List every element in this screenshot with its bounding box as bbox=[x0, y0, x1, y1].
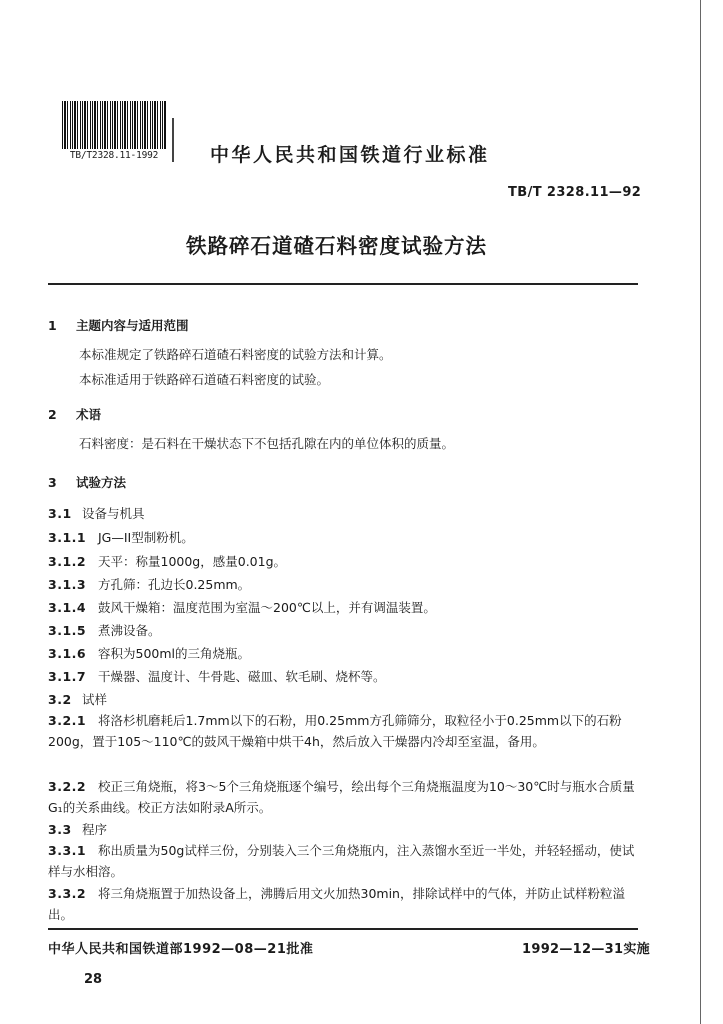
subsection-number: 3.1 bbox=[48, 506, 72, 521]
section-number: 1 bbox=[48, 318, 57, 333]
page-number: 28 bbox=[84, 972, 103, 987]
list-item bbox=[48, 621, 161, 639]
scan-edge-line bbox=[700, 0, 701, 1024]
list-item bbox=[48, 575, 250, 593]
section-number: 3 bbox=[48, 475, 57, 490]
item-number: 3.2.2 bbox=[48, 779, 87, 794]
paragraph: 本标准适用于铁路碎石道碴石料密度的试验。 bbox=[79, 372, 330, 387]
section-1-heading bbox=[48, 316, 189, 334]
list-item bbox=[48, 667, 386, 685]
header-rule bbox=[48, 283, 638, 285]
item-text: 天平：称量1000g，感量0.01g。 bbox=[98, 554, 287, 569]
section-title: 试验方法 bbox=[76, 475, 127, 490]
item-text: 将洛杉机磨耗后1.7mm以下的石粉，用0.25mm方孔筛筛分，取粒径小于0.25mm以下的石粉200g，置于105～110℃的鼓风干燥箱中烘干4h，然后放入干燥器内冷却至室温，备用。 bbox=[48, 713, 622, 749]
item-text: 方孔筛：孔边长0.25mm。 bbox=[98, 577, 251, 592]
item-text: 干燥器、温度计、牛骨匙、磁皿、软毛刷、烧杯等。 bbox=[98, 669, 386, 684]
item-number: 3.1.2 bbox=[48, 554, 87, 569]
list-item bbox=[48, 528, 194, 546]
subsection-title: 程序 bbox=[82, 822, 108, 837]
barcode-icon bbox=[62, 101, 166, 149]
approval-statement: 中华人民共和国铁道部1992—08—21批准 bbox=[48, 942, 314, 957]
standard-header-title: 中华人民共和国铁道行业标准 bbox=[210, 144, 490, 166]
list-item bbox=[48, 598, 436, 616]
paragraph-3-3-1 bbox=[48, 840, 638, 882]
item-number: 3.1.5 bbox=[48, 623, 87, 638]
barcode-label: TB/T2328.11-1992 bbox=[69, 150, 159, 161]
paragraph: 石料密度：是石料在干燥状态下不包括孔隙在内的单位体积的质量。 bbox=[79, 436, 455, 451]
item-text: 称出质量为50g试样三份，分别装入三个三角烧瓶内，注入蒸馏水至近一半处，并轻轻摇动，使试样与水相溶。 bbox=[48, 843, 635, 879]
list-item bbox=[48, 552, 286, 570]
item-number: 3.1.3 bbox=[48, 577, 87, 592]
subsection-3-3-heading bbox=[48, 820, 107, 838]
subsection-number: 3.2 bbox=[48, 692, 72, 707]
section-2-heading bbox=[48, 405, 101, 423]
item-text: 校正三角烧瓶，将3～5个三角烧瓶逐个编号，绘出每个三角烧瓶温度为10～30℃时与瓶水合质量G₁的关系曲线。校正方法如附录A所示。 bbox=[48, 779, 635, 815]
item-number: 3.3.2 bbox=[48, 886, 87, 901]
item-number: 3.1.4 bbox=[48, 600, 87, 615]
standard-code: TB/T 2328.11—92 bbox=[508, 185, 642, 200]
item-text: 鼓风干燥箱：温度范围为室温～200℃以上，并有调温装置。 bbox=[98, 600, 436, 615]
item-number: 3.1.6 bbox=[48, 646, 87, 661]
paragraph-3-3-2 bbox=[48, 883, 638, 925]
item-number: 3.1.1 bbox=[48, 530, 87, 545]
item-text: JG—II型制粉机。 bbox=[98, 530, 194, 545]
section-number: 2 bbox=[48, 407, 57, 422]
section-title: 主题内容与适用范围 bbox=[76, 318, 189, 333]
item-number: 3.2.1 bbox=[48, 713, 87, 728]
item-text: 容积为500ml的三角烧瓶。 bbox=[98, 646, 251, 661]
item-text: 煮沸设备。 bbox=[98, 623, 161, 638]
paragraph-3-2-2 bbox=[48, 776, 638, 818]
document-title: 铁路碎石道碴石料密度试验方法 bbox=[186, 234, 487, 258]
subsection-number: 3.3 bbox=[48, 822, 72, 837]
subsection-title: 设备与机具 bbox=[82, 506, 145, 521]
list-item bbox=[48, 644, 250, 662]
section-3-heading bbox=[48, 473, 126, 491]
footer-rule bbox=[48, 928, 638, 930]
item-text: 将三角烧瓶置于加热设备上，沸腾后用文火加热30min，排除试样中的气体，并防止试样粉粒溢出。 bbox=[48, 886, 625, 922]
item-number: 3.3.1 bbox=[48, 843, 87, 858]
paragraph: 本标准规定了铁路碎石道碴石料密度的试验方法和计算。 bbox=[79, 347, 392, 362]
item-number: 3.1.7 bbox=[48, 669, 87, 684]
barcode-block bbox=[58, 99, 170, 164]
barcode-divider bbox=[172, 118, 174, 162]
subsection-title: 试样 bbox=[82, 692, 108, 707]
section-title: 术语 bbox=[76, 407, 102, 422]
paragraph-3-2-1 bbox=[48, 710, 638, 752]
subsection-3-1-heading bbox=[48, 504, 145, 522]
effective-date: 1992—12—31实施 bbox=[522, 942, 650, 957]
subsection-3-2-heading bbox=[48, 690, 107, 708]
